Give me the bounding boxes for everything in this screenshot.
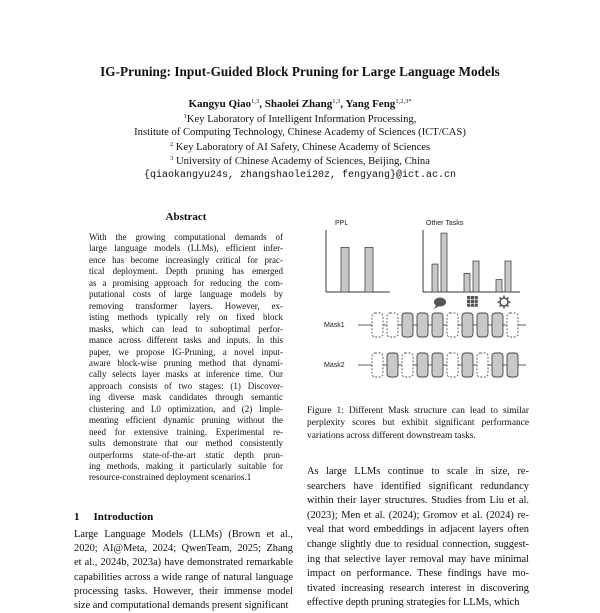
text-line: Large Language Models (LLMs) (Brown et al., [74,529,293,540]
grid-icon-cell [471,296,474,299]
author-emails: {qiaokangyu24s, zhangshaolei20z, fengyang}@ict.ac.cn [143,170,457,181]
text-line: resource-constrained deployment scenarios.1 [89,472,252,483]
mask1-pruned-block [447,313,458,337]
text-line: within their layer structures. Studies from Liu et al. [307,495,529,507]
text-line: ence has become increasingly critical for prac- [89,254,283,265]
grid-icon-cell [475,300,478,303]
brain-gear-icon [500,298,508,306]
text-line: approach consists of two stages: (1) Discover- [89,380,283,391]
text-line: as a promising approach for reducing the com- [89,277,283,288]
task-bar [464,273,470,292]
text-line: ing diverse mask candidates through semantic [89,392,283,403]
mask2-pruned-block [477,353,488,377]
text-line: need for extensive training. Experimental re- [89,426,283,437]
text-line: cally selects layer masks at inference time. Our [89,369,283,380]
text-line: menting efficient dynamic pruning without the [89,415,283,426]
text-line: isting methods typically rely on fixed block [89,312,283,323]
text-line: putational costs of large language models by [89,289,283,300]
mask1-active-block [462,313,473,337]
mask1-active-block [492,313,503,337]
text-line: variations across different downstream tasks. [307,430,476,441]
figure-1 [300,210,530,390]
text-line: perplexity scores but exhibit significant performance [307,418,529,429]
text-line: mance across different tasks and inputs. In this [89,335,283,346]
task-bar [432,264,438,292]
ppl-bar [365,247,373,292]
grid-icon-cell [475,304,478,307]
affiliation-line: $^2$ Key Laboratory of AI Safety, Chinese Academy of Sciences [169,141,431,153]
author-name: Shaolei Zhang [264,98,333,110]
text-line: aware block-wise pruning method that dynami- [89,357,283,368]
task-bar [496,280,502,292]
mask1-pruned-block [372,313,383,337]
text-line: impact on performance. These findings have mo- [307,568,529,580]
chat-bubble-icon [434,298,446,307]
text-line: clustering and L0 optimization, and (2) Imple- [89,403,283,414]
text-line: large language models (LLMs), efficient infer- [89,243,283,254]
affiliation-line: $^3$ University of Chinese Academy of Sciences, Beijing, China [170,155,430,167]
mask2-active-block [462,353,473,377]
mask1-pruned-block [387,313,398,337]
text-line: ing that selective layer removal may have minimal [307,553,529,565]
grid-icon [467,296,478,307]
affiliation-line: $^1$Key Laboratory of Intelligent Information Processing, [183,113,417,125]
mask2-pruned-block [402,353,413,377]
mask2-active-block [387,353,398,377]
text-line: et al., 2024b, 2023a) have demonstrated remarkable [74,557,293,569]
task-bar [441,233,447,292]
gear-tooth [507,305,508,306]
mask1-active-block [432,313,443,337]
grid-icon-cell [467,296,470,299]
figure-bar-charts [326,230,520,309]
text-line: ing methods, making it particularly suitable for [89,461,283,471]
mask2-active-block [417,353,428,377]
text-line: As large LLMs continue to scale in size, re- [307,466,529,477]
text-line: paper, we propose IG-Pruning, a novel input- [89,346,283,357]
gear-tooth [507,297,508,298]
grid-icon-cell [467,304,470,307]
paper-title: IG-Pruning: Input-Guided Block Pruning for Large Language Models [100,64,500,79]
ppl-label: PPL [335,220,349,227]
figure-mask-rows [358,313,526,377]
task-bar [505,261,511,292]
text-line: veal that word embeddings in adjacent layers often [307,524,529,536]
author-affil-sup: 1,3 [251,98,260,105]
mask1-active-block [417,313,428,337]
text-line: change slightly due to residual connection, suggest- [307,539,529,550]
text-line: sults demonstrate that our method consistently [89,438,283,449]
mask2-pruned-block [372,353,383,377]
text-line: (2023); Men et al. (2024); Gromov et al. (2024) re- [307,509,529,521]
author-name: Kangyu Qiao [188,98,252,110]
text-line: With the growing computational demands of [89,232,283,242]
mask1-label: Mask1 [324,322,345,329]
mask2-pruned-block [447,353,458,377]
section-heading-introduction [74,511,153,523]
mask1-active-block [477,313,488,337]
author-affil-sup: 1,2,3* [395,98,412,105]
author-list: Kangyu Qiao$^{1,3}$, Shaolei Zhang$^{1,3}$, Yang Feng$^{1,2,3*}$ [188,98,412,110]
text-line: capabilities across a wide range of natural language [74,571,293,583]
mask2-active-block [507,353,518,377]
text-line: outperforms state-of-the-art static depth prun- [89,449,283,460]
text-line: tivated increasing research interest in discovering [307,582,529,594]
grid-icon-cell [471,304,474,307]
mask2-active-block [432,353,443,377]
mask1-pruned-block [507,313,518,337]
mask2-active-block [492,353,503,377]
affiliation-line: Institute of Computing Technology, Chinese Academy of Sciences (ICT/CAS) [134,127,466,138]
mask2-label: Mask2 [324,362,345,369]
text-line: masks, which can lead to suboptimal perfor- [89,323,283,334]
gear-tooth [499,305,500,306]
other-tasks-label: Other Tasks [426,220,464,227]
abstract-heading: Abstract [165,211,207,223]
gear-tooth [499,297,500,298]
text-line: searchers have identified significant redundancy [307,480,529,492]
author-affil-sup: 1,3 [332,98,341,105]
text-line: tical deployment. Depth pruning has emerged [89,266,283,277]
section-number: 1 [74,511,80,523]
text-line: processing tasks. However, their immense model [74,585,293,597]
grid-icon-cell [475,296,478,299]
text-line: removing transformer layers. However, ex- [89,300,283,311]
text-line: size and computational demands present significant [74,600,289,611]
text-line: effective depth pruning strategies for LLMs, which [307,597,520,609]
ppl-bar [341,247,349,292]
grid-icon-cell [467,300,470,303]
grid-icon-cell [471,300,474,303]
text-line: 2020; AI@Meta, 2024; QwenTeam, 2025; Zhang [74,543,293,555]
task-bar [473,261,479,292]
text-line: Figure 1: Different Mask structure can lead to similar [307,406,529,416]
mask1-active-block [402,313,413,337]
author-name: Yang Feng [345,98,396,110]
section-title: Introduction [93,511,154,523]
